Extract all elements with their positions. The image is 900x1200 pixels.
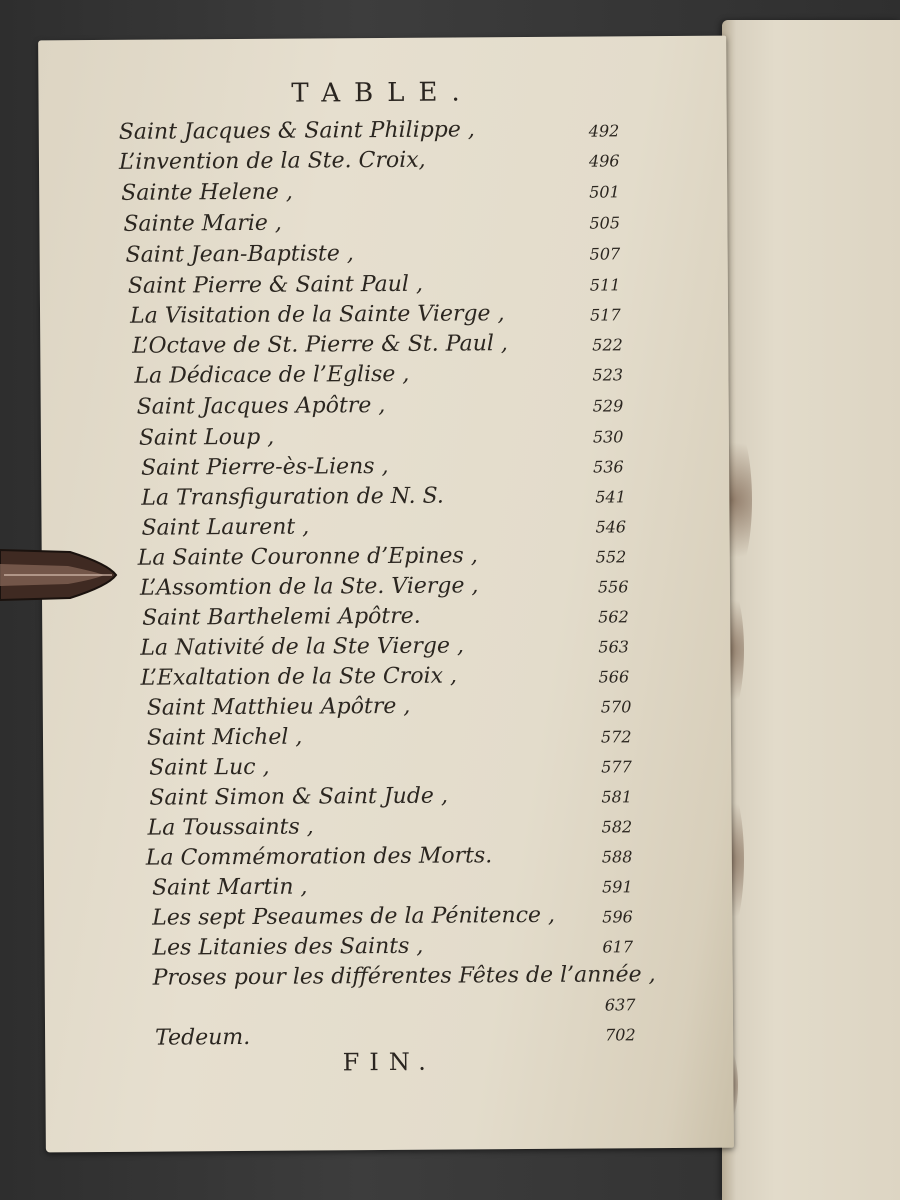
toc-entry (128, 270, 423, 302)
entry-title: Saint Simon & Saint Jude , (149, 783, 448, 811)
toc-entry (141, 482, 444, 514)
toc-entry (153, 960, 656, 994)
entry-page-number: 588 (601, 847, 633, 867)
entry-page-number: 617 (602, 937, 634, 957)
toc-entry (148, 813, 314, 844)
entry-title: Saint Jacques & Saint Philippe , (118, 117, 475, 145)
entry-title: La Nativité de la Ste Vierge , (140, 633, 465, 661)
entry-page-number: 522 (592, 335, 623, 355)
entry-page-number: 507 (589, 244, 621, 264)
entry-title: L’Octave de St. Pierre & St. Paul , (132, 331, 508, 359)
toc-entry (140, 631, 464, 663)
entry-title: La Transfiguration de N. S. (141, 483, 444, 511)
entry-title: La Commémoration des Morts. (145, 843, 493, 871)
toc-entry (138, 541, 478, 573)
entry-page-number: 563 (598, 637, 629, 657)
entry-title: Saint Pierre & Saint Paul , (127, 271, 423, 299)
entry-page-number: 582 (601, 817, 633, 837)
entry-page-number: 492 (588, 121, 620, 141)
entry-page-number: 541 (595, 487, 626, 507)
entry-page-number: 530 (592, 427, 624, 447)
entry-page-number: 556 (597, 577, 629, 597)
entry-page-number: 501 (589, 182, 620, 202)
entry-title: Saint Martin , (151, 874, 308, 901)
toc-entry (130, 299, 505, 332)
entry-title: Saint Jacques Apôtre , (136, 393, 386, 420)
entry-page-number: 523 (592, 365, 624, 385)
toc-entry (139, 423, 275, 454)
book-page (38, 36, 734, 1153)
toc-entry (152, 932, 423, 964)
page-footer: FIN. (342, 1047, 436, 1077)
toc-entry (152, 901, 555, 934)
entry-page-number: 511 (589, 275, 621, 295)
entry-title: L’Assomtion de la Ste. Vierge , (139, 573, 479, 601)
entry-title: L’Exaltation de la Ste Croix , (140, 663, 458, 691)
toc-entry (142, 602, 421, 634)
entry-page-number: 496 (588, 151, 620, 171)
entry-page-number: 566 (598, 667, 630, 687)
toc-entry (140, 571, 479, 603)
entry-title: Saint Jean-Baptiste , (125, 241, 354, 268)
entry-title: L’invention de la Ste. Croix, (118, 147, 426, 175)
bookmark-clip (0, 546, 118, 604)
entry-title: Les Litanies des Saints , (152, 933, 424, 961)
toc-entry (152, 873, 308, 904)
toc-entry (146, 841, 493, 873)
toc-entry (119, 146, 426, 178)
entry-title: Proses pour les différentes Fêtes de l’année , (152, 962, 656, 991)
toc-entry (149, 753, 270, 784)
toc-entry (132, 329, 508, 362)
entry-page-number: 570 (600, 697, 632, 717)
toc-entry (147, 723, 303, 754)
toc-entry (126, 239, 354, 271)
entry-title: Sainte Marie , (123, 210, 282, 237)
toc-entry (134, 360, 409, 392)
toc-entry (121, 178, 293, 209)
entry-page-number: 562 (598, 607, 629, 627)
entry-title: La Sainte Couronne d’Epines , (137, 543, 478, 571)
toc-entry (123, 209, 282, 240)
entry-page-number: 591 (601, 877, 633, 897)
entry-title: Les sept Pseaumes de la Pénitence , (152, 902, 556, 931)
entry-page-number: 581 (601, 787, 633, 807)
entry-title: Saint Barthelemi Apôtre. (142, 603, 421, 631)
entry-page-number: 577 (601, 757, 632, 777)
toc-entry (119, 115, 475, 147)
toc-entry (147, 692, 411, 724)
entry-page-number: 572 (600, 727, 632, 747)
entry-page-number: 637 (604, 995, 636, 1015)
entry-page-number: 702 (605, 1025, 636, 1045)
entry-page-number: 517 (589, 305, 621, 325)
entry-title: La Dédicace de l’Eglise , (134, 361, 410, 389)
toc-entry (141, 513, 309, 544)
page-heading: TABLE. (291, 77, 474, 109)
entry-page-number: 596 (602, 907, 633, 927)
entry-title: Saint Luc , (149, 754, 270, 781)
entry-title: Tedeum. (155, 1024, 251, 1051)
entry-title: La Toussaints , (147, 814, 314, 841)
entry-title: Saint Loup , (138, 424, 275, 451)
entry-title: Saint Michel , (146, 724, 303, 751)
entry-page-number: 546 (595, 517, 627, 537)
entry-title: Saint Laurent , (141, 514, 310, 541)
entry-title: Saint Pierre-ès-Liens , (141, 453, 389, 481)
toc-entry (149, 782, 448, 814)
entry-page-number: 536 (593, 457, 624, 477)
entry-title: Sainte Helene , (121, 179, 293, 206)
entry-title: Saint Matthieu Apôtre , (146, 693, 411, 721)
entry-title: La Visitation de la Sainte Vierge , (129, 301, 505, 329)
toc-entry (140, 662, 457, 694)
entry-page-number: 529 (592, 396, 624, 416)
toc-entry (141, 452, 389, 484)
toc-entry (137, 391, 386, 423)
entry-page-number: 505 (589, 213, 621, 233)
entry-page-number: 552 (595, 547, 627, 567)
right-page (722, 20, 900, 1200)
